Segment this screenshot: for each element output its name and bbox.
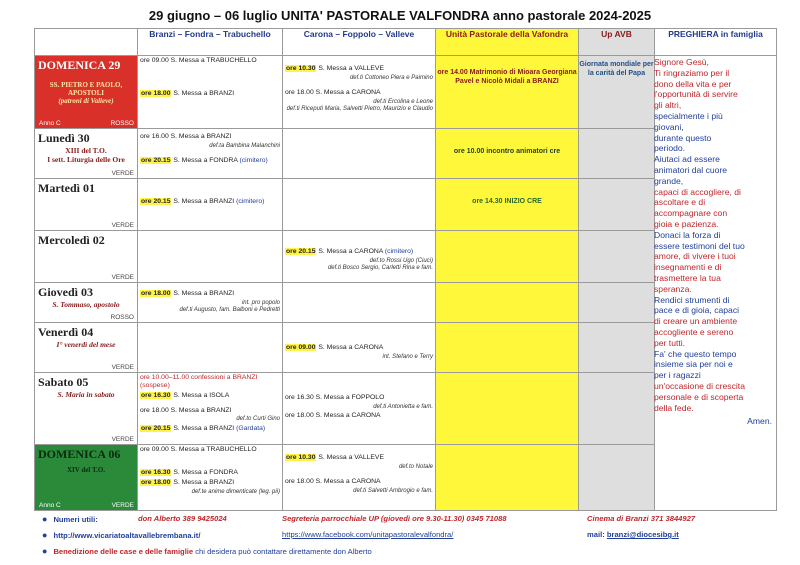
family-prayer: [654, 57, 772, 427]
event-note: def.ti Ercolina e Leone: [373, 98, 433, 105]
facebook-link[interactable]: https://www.facebook.com/unitapastoralevalfondra/: [282, 530, 454, 539]
upavb-cell: [579, 129, 655, 179]
day-feast: I° venerdì del mese: [56, 340, 116, 349]
prayer-line: specialmente i più: [654, 110, 723, 121]
unita-cell: [436, 283, 579, 323]
unita-cell: [436, 445, 579, 511]
liturgical-color: ROSSO: [110, 120, 134, 127]
prayer-line: personale e di scoperta: [654, 391, 744, 402]
event: ore 18.00 S. Messa a CARONA: [285, 412, 381, 419]
upavb-cell: [579, 231, 655, 283]
footer-row-2: [42, 530, 782, 540]
bullet-icon: ●: [42, 546, 48, 556]
branzi-cell: [138, 283, 283, 323]
upavb-cell: [579, 323, 655, 373]
branzi-cell: [138, 129, 283, 179]
header-preghiera: PREGHIERA in famiglia: [655, 29, 777, 56]
liturgical-color: VERDE: [111, 364, 134, 371]
event: ore 18.00 S. Messa a BRANZI: [141, 479, 235, 486]
liturgical-year: Anno C: [39, 120, 61, 127]
unita-cell: [436, 56, 579, 129]
benedizione-title: Benedizione delle case e delle famiglie: [53, 547, 194, 556]
day-cell: [35, 445, 138, 511]
day-name: Mercoledì 02: [38, 233, 105, 247]
bullet-icon: ●: [42, 514, 48, 524]
day-feast: S. Maria in sabato: [57, 390, 115, 399]
liturgical-color: VERDE: [111, 170, 134, 177]
prayer-line: Aiutaci ad essere: [654, 154, 720, 165]
prayer-line: Ti ringraziamo per il: [654, 67, 730, 78]
event: ore 20.15 S. Messa a BRANZI (cimitero): [141, 198, 265, 205]
event: ore 20.15 S. Messa a BRANZI (Gardata): [141, 424, 266, 432]
confession-note: ore 10.00–11.00 confessioni a BRANZI (sospese): [140, 374, 258, 389]
event: ore 09.00 S. Messa a CARONA: [286, 344, 384, 351]
footer-don-alberto: don Alberto 389 9425024: [138, 514, 227, 523]
liturgical-color: VERDE: [111, 436, 134, 443]
liturgical-color: VERDE: [111, 502, 134, 509]
prayer-line: insieme sia per noi e: [654, 359, 733, 370]
day-cell: [35, 129, 138, 179]
day-name: Sabato 05: [38, 375, 89, 389]
prayer-line: un'occasione di crescita: [654, 380, 745, 391]
page-title: 29 giugno – 06 luglio UNITA' PASTORALE VALFONDRA anno pastorale 2024-2025: [148, 8, 652, 23]
carona-cell: [283, 373, 436, 445]
bullet-icon: ●: [42, 530, 48, 540]
header-carona: Carona – Foppolo – Valleve: [283, 29, 436, 56]
day-feast: S. Tommaso, apostolo: [52, 300, 120, 309]
liturgical-color: ROSSO: [110, 314, 134, 321]
event-note: def.to Rossi Ugo (Ciuci): [369, 257, 433, 264]
event: ore 18.00 S. Messa a CARONA: [285, 89, 381, 96]
prayer-line: Fa' che questo tempo: [654, 348, 737, 359]
day-feast: XIV del T.O.: [66, 466, 106, 474]
event-note: def.ti Riceputi Maria, Salvetti Pietro, Maurizio e Claudio: [286, 106, 433, 112]
event-note: def.ti Augusto, fam. Balboni e Pedretti: [179, 307, 280, 313]
prayer-line: amore, di vivere i tuoi: [654, 251, 736, 262]
day-name: Lunedì 30: [38, 131, 90, 145]
event: ore 20.15 S. Messa a FONDRA (cimitero): [141, 157, 268, 164]
event: ore 16.30 S. Messa a ISOLA: [141, 392, 230, 399]
event: ore 18.00 S. Messa a BRANZI: [141, 290, 235, 297]
day-name: Giovedì 03: [38, 285, 94, 299]
day-name: Martedì 01: [38, 181, 95, 195]
event: ore 09.00 S. Messa a TRABUCHELLO: [140, 57, 257, 64]
day-feast: SS. PIETRO E PAOLO, APOSTOLI: [49, 81, 123, 97]
day-feast-note: (patroni di Valleve): [58, 97, 114, 105]
carona-cell: [283, 445, 436, 511]
footer-row-1: [42, 514, 782, 524]
unita-event: ore 10.00 incontro animatori cre: [453, 148, 561, 155]
prayer-amen: Amen.: [747, 416, 772, 427]
event: ore 16.30 S. Messa a FOPPOLO: [285, 394, 385, 401]
event: ore 10.30 S. Messa a VALLEVE: [286, 454, 384, 461]
carona-cell: [283, 283, 436, 323]
prayer-line: gioia e pazienza.: [654, 218, 719, 229]
event-note: def.to Notale: [398, 463, 433, 470]
event: ore 10.30 S. Messa a VALLEVE: [286, 65, 384, 72]
prayer-line: trasmettere la tua: [654, 272, 721, 283]
prayer-line: Rendici strumenti di: [654, 294, 730, 305]
carona-cell: [283, 129, 436, 179]
event-note: def.ti Bosco Sergio, Carletti Rina e fam.: [327, 265, 433, 271]
day-cell: [35, 283, 138, 323]
upavb-cell: [579, 445, 655, 511]
unita-event: ore 14.00 Matrimonio di Mioara Georgiana Pavel e Nicolò Midali a BRANZI: [437, 69, 577, 85]
header-branzi: Branzi – Fondra – Trabuchello: [138, 29, 283, 56]
prayer-line: insegnamenti e di: [654, 262, 722, 273]
prayer-line: capaci di accogliere, di: [654, 186, 741, 197]
upavb-cell: [579, 179, 655, 231]
prayer-line: l'opportunità di servire: [654, 89, 738, 100]
prayer-line: grande,: [654, 175, 684, 186]
prayer-line: di creare un ambiente: [654, 316, 738, 327]
carona-cell: [283, 179, 436, 231]
prayer-line: ascoltare e di: [654, 197, 706, 208]
prayer-line: gli altri,: [654, 100, 682, 111]
event-note: def.te anime dimenticate (leg. pii): [191, 488, 280, 495]
prayer-line: per tutti.: [654, 337, 686, 348]
liturgical-year: Anno C: [39, 502, 61, 509]
prayer-line: della fede.: [654, 402, 694, 413]
day-name: Venerdì 04: [38, 325, 94, 339]
prayer-line: periodo.: [654, 143, 686, 154]
upavb-cell: [579, 56, 655, 129]
prayer-line: dono della vita e per: [654, 78, 732, 89]
branzi-cell: [138, 323, 283, 373]
footer-row-3: [42, 546, 782, 556]
prayer-line: Signore Gesù,: [654, 57, 709, 67]
prayer-line: per i ragazzi: [654, 370, 701, 381]
unita-cell: [436, 373, 579, 445]
event: ore 16.00 S. Messa a BRANZI: [140, 133, 232, 140]
event-note: def.ti Cottoneo Piera e Paimino: [349, 74, 433, 81]
header-day: [35, 29, 138, 56]
event: ore 20.15 S. Messa a CARONA (cimitero): [286, 248, 414, 255]
header-unita: Unità Pastorale della Vafondra: [436, 29, 579, 56]
day-name: DOMENICA 06: [38, 447, 121, 461]
unita-event: ore 14.30 INIZIO CRE: [472, 198, 542, 205]
event-note: def.ti Antonietta e fam.: [373, 403, 433, 410]
day-name: DOMENICA 29: [38, 58, 121, 72]
upavb-cell: [579, 373, 655, 445]
carona-cell: [283, 323, 436, 373]
event: ore 18.00 S. Messa a CARONA: [285, 478, 381, 485]
prayer-line: speranza.: [654, 283, 692, 294]
carona-cell: [283, 231, 436, 283]
event: ore 16.30 S. Messa a FONDRA: [141, 468, 238, 476]
branzi-cell: [138, 179, 283, 231]
prayer-line: durante questo: [654, 132, 712, 143]
liturgical-color: VERDE: [111, 222, 134, 229]
prayer-line: essere testimoni del tuo: [654, 240, 745, 251]
prayer-line: accompagnare con: [654, 208, 728, 219]
unita-cell: [436, 179, 579, 231]
event: ore 18.00 S. Messa a BRANZI: [140, 406, 232, 414]
event-note: def.ti Salvetti Ambrogio e fam.: [353, 487, 433, 494]
event: ore 18.00 S. Messa a BRANZI: [141, 89, 235, 97]
prayer-line: pace e di gioia, capaci: [654, 305, 740, 316]
unita-cell: [436, 231, 579, 283]
prayer-line: accogliente e sereno: [654, 326, 734, 337]
day-cell: [35, 179, 138, 231]
prayer-line: giovani,: [654, 121, 684, 132]
site-link[interactable]: http://www.vicariatoaltavallebrembana.it/: [53, 531, 201, 540]
day-cell: [35, 323, 138, 373]
branzi-cell: [138, 373, 283, 445]
mail-link[interactable]: branzi@diocesibg.it: [606, 530, 679, 539]
footer-segreteria: Segreteria parrocchiale UP (giovedì ore 9.30-11.30) 0345 71088: [282, 514, 507, 523]
day-cell: [35, 231, 138, 283]
unita-cell: [436, 129, 579, 179]
branzi-cell: [138, 56, 283, 129]
day-cell: [35, 373, 138, 445]
carona-cell: [283, 56, 436, 129]
day-feast-note: I sett. Liturgia delle Ore: [47, 155, 125, 164]
prayer-line: Donaci la forza di: [654, 229, 721, 240]
event: ore 09.00 S. Messa a TRABUCHELLO: [140, 446, 257, 453]
footer-cinema: Cinema di Branzi 371 3844927: [587, 514, 696, 523]
header-upavb: Up AVB: [579, 29, 655, 56]
liturgical-color: VERDE: [111, 274, 134, 281]
upavb-event: Giornata mondiale per la carità del Papa: [579, 61, 654, 77]
unita-cell: [436, 323, 579, 373]
mail-label: mail: branzi@diocesibg.it: [587, 530, 679, 539]
event-note: def.ta Bambina Malanchini: [209, 142, 280, 149]
event-note: int. Stefano e Terry: [382, 353, 433, 360]
branzi-cell: [138, 231, 283, 283]
upavb-cell: [579, 283, 655, 323]
branzi-cell: [138, 445, 283, 511]
day-feast: XIII del T.O.: [65, 146, 107, 155]
event-note: def.to Curti Gino: [236, 416, 280, 422]
benedizione-text: chi desidera può contattare direttamente don Alberto: [193, 547, 372, 556]
footer-numbers-label: Numeri utili:: [53, 515, 98, 524]
event-note: int. pro popolo: [241, 299, 280, 306]
prayer-line: animatori dal cuore: [654, 164, 728, 175]
day-cell: [35, 56, 138, 129]
